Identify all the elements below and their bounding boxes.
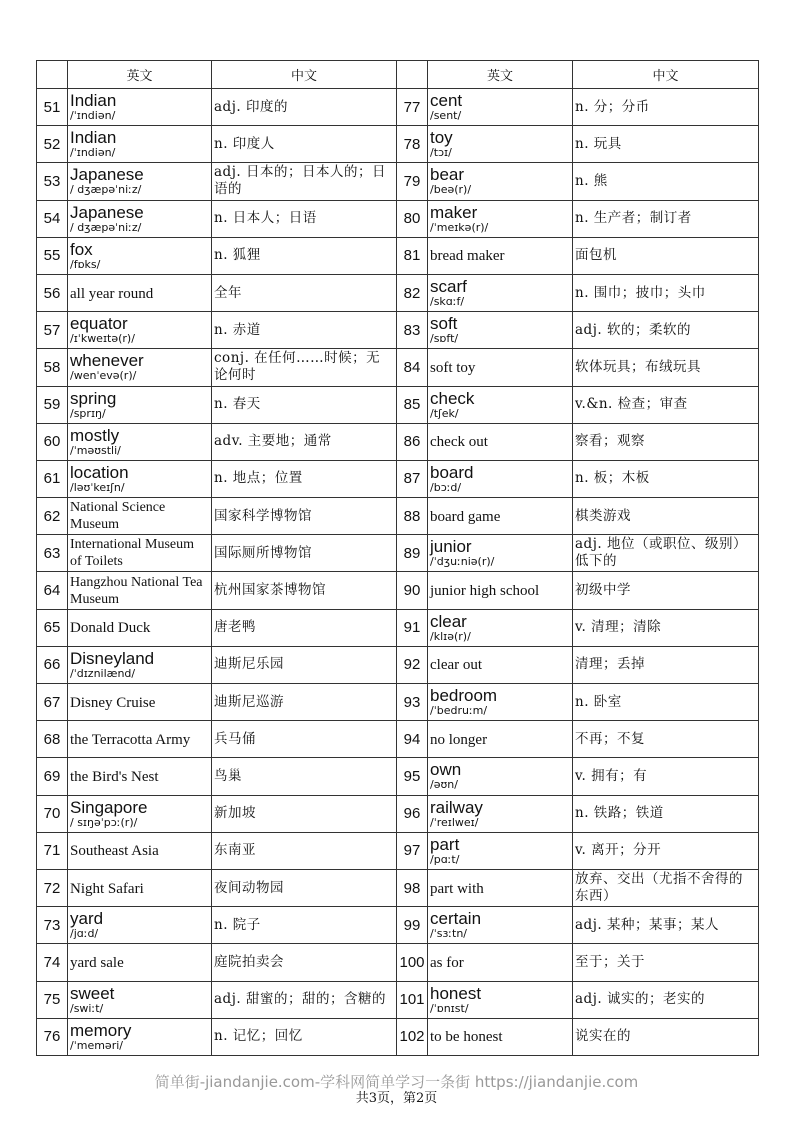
table-row (37, 460, 759, 497)
header-english-right: 英文 (428, 61, 573, 89)
entry-word: certain (430, 909, 482, 929)
entry-phonetic: /ˈdɪznilænd/ (70, 666, 136, 680)
entry-english-cell (68, 795, 212, 832)
entry-word: yard sale (70, 954, 124, 971)
entry-number: 78 (397, 126, 428, 163)
entry-word: Singapore (70, 797, 148, 817)
entry-word: National Science Museum (70, 500, 166, 533)
table-row (37, 163, 759, 200)
entry-number: 89 (397, 535, 428, 572)
entry-number: 91 (397, 609, 428, 646)
entry-english-cell (428, 126, 573, 163)
entry-english-cell (68, 163, 212, 200)
entry-english-cell (428, 572, 573, 609)
entry-word: maker (430, 202, 478, 222)
entry-english-cell (68, 944, 212, 981)
entry-word: as for (430, 954, 464, 971)
entry-phonetic: / sɪŋəˈpɔː(r)/ (70, 815, 138, 829)
footer-watermark: 简单街-jiandanjie.com-学科网简单学习一条街 https://jiandanjie.com (154, 1073, 639, 1091)
entry-word: check out (430, 434, 488, 451)
entry-word: railway (430, 797, 483, 817)
entry-chinese: n. 赤道 (212, 312, 397, 349)
entry-english-cell (428, 386, 573, 423)
entry-number: 58 (37, 349, 68, 386)
entry-chinese: n. 铁路；铁道 (573, 795, 759, 832)
entry-chinese: 东南亚 (212, 832, 397, 869)
entry-english-cell (68, 609, 212, 646)
entry-english-cell (428, 832, 573, 869)
entry-phonetic: /ˈreɪlweɪ/ (430, 815, 479, 829)
entry-word: equator (70, 314, 128, 334)
entry-number: 56 (37, 274, 68, 311)
entry-chinese: v. 离开；分开 (573, 832, 759, 869)
entry-number: 54 (37, 200, 68, 237)
entry-chinese: n. 围巾；披巾；头巾 (573, 274, 759, 311)
entry-chinese: conj. 在任何……时候；无论何时 (212, 349, 397, 386)
entry-english-cell (68, 869, 212, 906)
entry-phonetic: /ɪˈkweɪtə(r)/ (70, 332, 135, 346)
entry-phonetic: /bɔːd/ (430, 480, 462, 494)
entry-chinese: 唐老鸭 (212, 609, 397, 646)
entry-word: the Terracotta Army (70, 731, 191, 748)
entry-phonetic: /sprɪŋ/ (70, 406, 106, 420)
entry-number: 77 (397, 89, 428, 126)
entry-chinese: adj. 诚实的；老实的 (573, 981, 759, 1018)
table-row (37, 89, 759, 126)
entry-english-cell (68, 684, 212, 721)
entry-word: bread maker (430, 248, 505, 265)
entry-chinese: 棋类游戏 (573, 498, 759, 535)
entry-english-cell (428, 498, 573, 535)
header-num-right (397, 61, 428, 89)
entry-phonetic: /ˈɪndiən/ (70, 146, 116, 160)
entry-word: Night Safari (70, 880, 144, 897)
entry-chinese: 国家科学博物馆 (212, 498, 397, 535)
entry-phonetic: /ˈmeɪkə(r)/ (430, 220, 489, 234)
entry-word: location (70, 462, 129, 482)
entry-word: International Museum of Toilets (70, 537, 195, 570)
entry-chinese: 新加坡 (212, 795, 397, 832)
entry-english-cell (68, 498, 212, 535)
entry-phonetic: /swiːt/ (70, 1001, 104, 1015)
entry-phonetic: /sent/ (430, 109, 462, 123)
entry-phonetic: / dʒæpəˈniːz/ (70, 220, 142, 234)
entry-word: Japanese (70, 165, 144, 185)
entry-word: Disney Cruise (70, 694, 156, 711)
entry-number: 98 (397, 869, 428, 906)
entry-word: bear (430, 165, 465, 185)
header-chinese-right: 中文 (573, 61, 759, 89)
entry-chinese: adv. 主要地；通常 (212, 423, 397, 460)
entry-word: soft (430, 314, 458, 334)
entry-word: all year round (70, 285, 154, 302)
table-row (37, 944, 759, 981)
table-row (37, 721, 759, 758)
entry-english-cell (428, 907, 573, 944)
entry-word: sweet (70, 983, 115, 1003)
entry-word: Disneyland (70, 648, 155, 668)
entry-number: 87 (397, 460, 428, 497)
entry-word: mostly (70, 425, 120, 445)
entry-english-cell (428, 981, 573, 1018)
entry-word: Hangzhou National Tea Museum (70, 574, 203, 607)
entry-number: 81 (397, 237, 428, 274)
table-row (37, 312, 759, 349)
entry-chinese: adj. 某种；某事；某人 (573, 907, 759, 944)
entry-word: soft toy (430, 359, 476, 376)
entry-word: bedroom (430, 686, 498, 706)
entry-number: 63 (37, 535, 68, 572)
entry-chinese: n. 院子 (212, 907, 397, 944)
table-row (37, 1018, 759, 1055)
entry-number: 51 (37, 89, 68, 126)
entry-english-cell (68, 349, 212, 386)
table-row (37, 126, 759, 163)
entry-english-cell (428, 200, 573, 237)
table-row (37, 795, 759, 832)
footer-page-info: 共3页，第2页 (355, 1091, 438, 1106)
entry-number: 97 (397, 832, 428, 869)
entry-chinese: adj. 甜蜜的；甜的；含糖的 (212, 981, 397, 1018)
entry-word: Southeast Asia (70, 843, 159, 860)
entry-number: 71 (37, 832, 68, 869)
table-row (37, 907, 759, 944)
entry-phonetic: /klɪə(r)/ (430, 629, 471, 643)
entry-number: 90 (397, 572, 428, 609)
entry-number: 99 (397, 907, 428, 944)
entry-word: own (430, 760, 462, 780)
entry-number: 101 (397, 981, 428, 1018)
entry-english-cell (428, 237, 573, 274)
table-header-row (37, 61, 759, 89)
table-row (37, 274, 759, 311)
entry-english-cell (68, 721, 212, 758)
entry-chinese: 庭院拍卖会 (212, 944, 397, 981)
entry-phonetic: /ˈsɜːtn/ (430, 927, 468, 941)
entry-number: 61 (37, 460, 68, 497)
entry-word: scarf (430, 277, 467, 297)
entry-phonetic: /ˈbedruːm/ (430, 704, 488, 718)
entry-english-cell (68, 907, 212, 944)
entry-chinese: 至于；关于 (573, 944, 759, 981)
table-row (37, 423, 759, 460)
entry-number: 68 (37, 721, 68, 758)
entry-english-cell (68, 981, 212, 1018)
entry-english-cell (428, 274, 573, 311)
entry-number: 53 (37, 163, 68, 200)
entry-word: Japanese (70, 202, 144, 222)
header-num-left (37, 61, 68, 89)
entry-english-cell (428, 944, 573, 981)
entry-phonetic: /beə(r)/ (430, 183, 472, 197)
header-english-left: 英文 (68, 61, 212, 89)
entry-chinese: 清理；丢掉 (573, 646, 759, 683)
entry-english-cell (428, 163, 573, 200)
entry-phonetic: / dʒæpəˈniːz/ (70, 183, 142, 197)
entry-word: spring (70, 388, 117, 408)
entry-word: honest (430, 983, 482, 1003)
entry-english-cell (68, 312, 212, 349)
entry-chinese: 初级中学 (573, 572, 759, 609)
entry-english-cell (68, 572, 212, 609)
entry-number: 82 (397, 274, 428, 311)
entry-word: to be honest (430, 1029, 503, 1046)
entry-chinese: n. 玩具 (573, 126, 759, 163)
table-row (37, 498, 759, 535)
entry-english-cell (68, 832, 212, 869)
table-row (37, 832, 759, 869)
entry-phonetic: /wenˈevə(r)/ (70, 369, 137, 383)
entry-number: 62 (37, 498, 68, 535)
entry-chinese: 杭州国家茶博物馆 (212, 572, 397, 609)
entry-chinese: 夜间动物园 (212, 869, 397, 906)
entry-chinese: n. 板；木板 (573, 460, 759, 497)
entry-number: 88 (397, 498, 428, 535)
entry-word: Donald Duck (70, 620, 151, 637)
entry-number: 69 (37, 758, 68, 795)
entry-chinese: v.&n. 检查；审查 (573, 386, 759, 423)
entry-word: clear out (430, 657, 483, 674)
entry-word: no longer (430, 731, 488, 748)
entry-english-cell (68, 423, 212, 460)
table-body (37, 89, 759, 1056)
entry-chinese: n. 卧室 (573, 684, 759, 721)
entry-number: 76 (37, 1018, 68, 1055)
entry-english-cell (428, 869, 573, 906)
entry-phonetic: /ˈmeməri/ (70, 1038, 123, 1052)
entry-chinese: n. 日本人；日语 (212, 200, 397, 237)
entry-number: 79 (397, 163, 428, 200)
entry-number: 75 (37, 981, 68, 1018)
entry-word: part (430, 834, 460, 854)
entry-number: 80 (397, 200, 428, 237)
entry-chinese: n. 地点；位置 (212, 460, 397, 497)
entry-chinese: n. 生产者；制订者 (573, 200, 759, 237)
entry-number: 74 (37, 944, 68, 981)
entry-number: 96 (397, 795, 428, 832)
entry-number: 52 (37, 126, 68, 163)
vocabulary-table (36, 60, 759, 1056)
entry-number: 60 (37, 423, 68, 460)
entry-chinese: n. 熊 (573, 163, 759, 200)
entry-number: 55 (37, 237, 68, 274)
header-chinese-left: 中文 (212, 61, 397, 89)
entry-english-cell (428, 795, 573, 832)
entry-english-cell (428, 758, 573, 795)
entry-number: 64 (37, 572, 68, 609)
entry-chinese: n. 春天 (212, 386, 397, 423)
entry-number: 86 (397, 423, 428, 460)
entry-english-cell (428, 312, 573, 349)
entry-phonetic: /ləʊˈkeɪʃn/ (70, 480, 125, 494)
entry-chinese: 软体玩具；布绒玩具 (573, 349, 759, 386)
entry-phonetic: /jɑːd/ (70, 927, 99, 941)
entry-word: cent (430, 91, 463, 111)
table-row (37, 200, 759, 237)
entry-phonetic: /pɑːt/ (430, 852, 460, 866)
table-row (37, 386, 759, 423)
entry-english-cell (428, 460, 573, 497)
entry-word: Indian (70, 91, 117, 111)
table-row (37, 981, 759, 1018)
entry-word: board (430, 462, 474, 482)
entry-chinese: 鸟巢 (212, 758, 397, 795)
entry-word: clear (430, 611, 467, 631)
entry-chinese: adj. 地位（或职位、级别）低下的 (573, 535, 759, 572)
entry-number: 67 (37, 684, 68, 721)
entry-chinese: 放弃、交出（尤指不舍得的东西） (573, 869, 759, 906)
entry-phonetic: /sɒft/ (430, 332, 459, 346)
entry-number: 66 (37, 646, 68, 683)
entry-number: 100 (397, 944, 428, 981)
entry-chinese: n. 记忆；回忆 (212, 1018, 397, 1055)
table-row (37, 535, 759, 572)
entry-word: junior (430, 537, 472, 557)
entry-word: yard (70, 909, 104, 929)
entry-chinese: 全年 (212, 274, 397, 311)
entry-english-cell (428, 684, 573, 721)
entry-chinese: 迪斯尼乐园 (212, 646, 397, 683)
entry-english-cell (68, 200, 212, 237)
entry-chinese: n. 印度人 (212, 126, 397, 163)
entry-chinese: 面包机 (573, 237, 759, 274)
entry-english-cell (68, 460, 212, 497)
entry-phonetic: /ˈməʊstli/ (70, 443, 121, 457)
table-row (37, 572, 759, 609)
entry-word: board game (430, 508, 501, 525)
table-row (37, 349, 759, 386)
entry-word: fox (70, 239, 93, 259)
entry-english-cell (428, 721, 573, 758)
entry-number: 65 (37, 609, 68, 646)
entry-chinese: 说实在的 (573, 1018, 759, 1055)
entry-phonetic: /ˈɒnɪst/ (430, 1001, 469, 1015)
entry-english-cell (428, 609, 573, 646)
entry-english-cell (428, 1018, 573, 1055)
entry-number: 93 (397, 684, 428, 721)
table-row (37, 609, 759, 646)
entry-english-cell (428, 423, 573, 460)
entry-english-cell (68, 126, 212, 163)
entry-chinese: 察看；观察 (573, 423, 759, 460)
entry-english-cell (68, 758, 212, 795)
entry-phonetic: /skɑːf/ (430, 295, 465, 309)
entry-number: 83 (397, 312, 428, 349)
entry-number: 85 (397, 386, 428, 423)
entry-number: 72 (37, 869, 68, 906)
entry-chinese: v. 拥有；有 (573, 758, 759, 795)
entry-english-cell (68, 1018, 212, 1055)
entry-phonetic: /əʊn/ (430, 778, 458, 792)
entry-number: 95 (397, 758, 428, 795)
table-row (37, 237, 759, 274)
entry-chinese: 不再；不复 (573, 721, 759, 758)
entry-phonetic: /tɔɪ/ (430, 146, 452, 160)
entry-english-cell (428, 349, 573, 386)
entry-number: 102 (397, 1018, 428, 1055)
table-row (37, 646, 759, 683)
entry-english-cell (428, 535, 573, 572)
entry-english-cell (68, 274, 212, 311)
entry-english-cell (428, 89, 573, 126)
entry-number: 94 (397, 721, 428, 758)
entry-phonetic: /ˈdʒuːniə(r)/ (430, 555, 495, 569)
table-row (37, 758, 759, 795)
entry-number: 57 (37, 312, 68, 349)
entry-word: junior high school (430, 583, 540, 600)
entry-english-cell (68, 89, 212, 126)
entry-chinese: n. 狐狸 (212, 237, 397, 274)
table-row (37, 869, 759, 906)
entry-chinese: n. 分；分币 (573, 89, 759, 126)
entry-word: whenever (70, 351, 144, 371)
entry-chinese: 国际厕所博物馆 (212, 535, 397, 572)
entry-number: 92 (397, 646, 428, 683)
table-row (37, 684, 759, 721)
entry-english-cell (68, 386, 212, 423)
entry-chinese: adj. 日本的；日本人的；日语的 (212, 163, 397, 200)
entry-number: 59 (37, 386, 68, 423)
entry-english-cell (68, 237, 212, 274)
entry-number: 84 (397, 349, 428, 386)
entry-word: memory (70, 1020, 132, 1040)
entry-phonetic: /ˈɪndiən/ (70, 109, 116, 123)
entry-chinese: v. 清理；清除 (573, 609, 759, 646)
entry-word: toy (430, 128, 453, 148)
entry-phonetic: /tʃek/ (430, 406, 459, 420)
entry-chinese: adj. 软的；柔软的 (573, 312, 759, 349)
entry-word: part with (430, 880, 484, 897)
entry-word: check (430, 388, 475, 408)
entry-chinese: adj. 印度的 (212, 89, 397, 126)
entry-english-cell (428, 646, 573, 683)
entry-english-cell (68, 535, 212, 572)
entry-phonetic: /fɒks/ (70, 257, 101, 271)
entry-number: 70 (37, 795, 68, 832)
entry-number: 73 (37, 907, 68, 944)
entry-chinese: 迪斯尼巡游 (212, 684, 397, 721)
entry-chinese: 兵马俑 (212, 721, 397, 758)
entry-english-cell (68, 646, 212, 683)
entry-word: the Bird's Nest (70, 768, 159, 785)
entry-word: Indian (70, 128, 117, 148)
